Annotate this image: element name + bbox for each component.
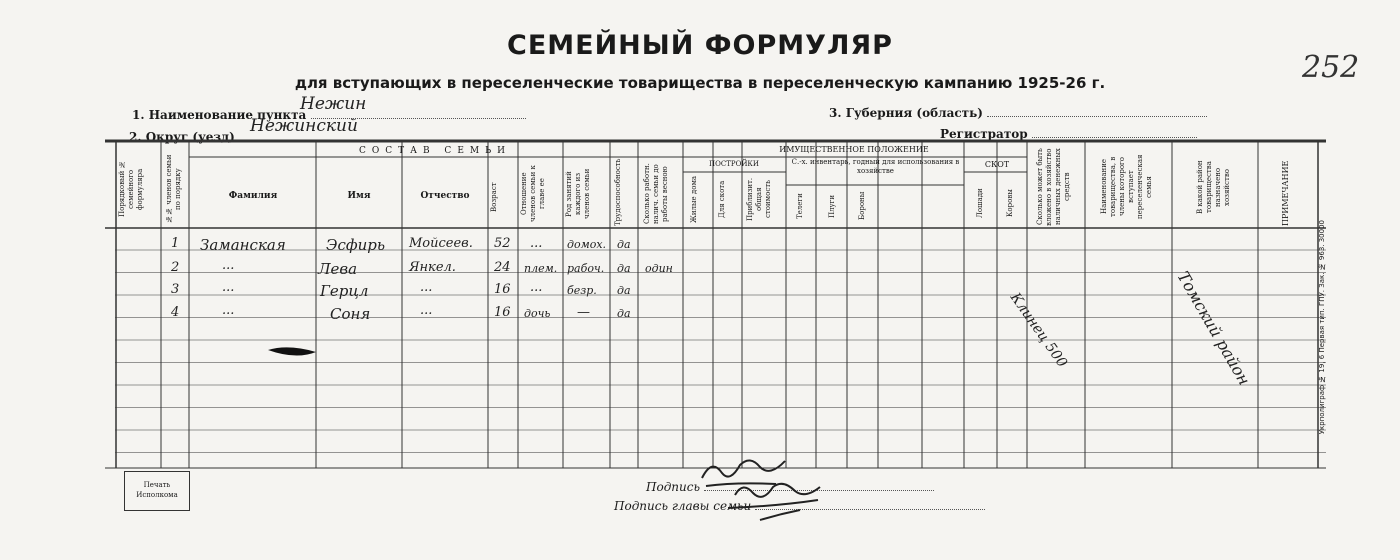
row2-patronymic: Янкел. bbox=[409, 260, 456, 275]
ink-blot bbox=[268, 347, 316, 355]
row4-relation: дочь bbox=[524, 307, 551, 320]
hdr-member-no: №№ членов семьи по порядку bbox=[165, 154, 182, 224]
page-number: 252 bbox=[1302, 50, 1360, 85]
row2-workers: один bbox=[645, 262, 673, 275]
okrug-value: Нежинский bbox=[250, 116, 358, 136]
row4-surname: ... bbox=[222, 303, 235, 318]
hdr-patronymic: Отчество bbox=[420, 191, 470, 201]
hdr-ploughs: Плуги bbox=[828, 194, 836, 218]
row1-surname: Заманская bbox=[200, 236, 286, 254]
sub-buildings-header: ПОСТРОЙКИ bbox=[709, 160, 759, 168]
row1-relation: ... bbox=[530, 236, 543, 251]
printer-imprint: Укрполиграф № 19, 6 Первая тип. ГПУ. Зак. № 963. 30000 bbox=[1318, 220, 1326, 435]
form-title: СЕМЕЙНЫЙ ФОРМУЛЯР bbox=[507, 30, 893, 61]
hdr-ability: Трудоспособность bbox=[614, 158, 622, 226]
hdr-carts: Телеги bbox=[796, 193, 804, 219]
hdr-form-no: Порядковый № семейного формуляра bbox=[118, 160, 144, 218]
hdr-age: Возраст bbox=[490, 182, 498, 212]
hdr-approx-value: Приблизит. общая стоимость bbox=[746, 177, 772, 221]
hdr-partnership: Наименование товарищества, в члены которого вступает переселенческая семья bbox=[1100, 154, 1153, 220]
row2-name: Лева bbox=[318, 260, 358, 278]
sub-livestock-header: СКОТ bbox=[984, 160, 1010, 169]
punkt-label: 1. Наименование пункта bbox=[132, 106, 526, 122]
row2-age: 24 bbox=[494, 260, 511, 275]
okrug-label: 2. Округ (уезд) bbox=[129, 128, 479, 144]
form-subtitle: для вступающих в переселенческие товарищества в переселенческую кампанию 1925-26 г. bbox=[294, 74, 1106, 92]
hdr-surname: Фамилия bbox=[228, 191, 278, 201]
hdr-occupation: Род занятий каждого из членов семьи bbox=[565, 168, 591, 220]
row3-surname: ... bbox=[222, 280, 235, 295]
registrator-label: Регистратор bbox=[940, 125, 1197, 141]
row1-occupation: домох. bbox=[567, 238, 607, 251]
row3-ability: да bbox=[617, 284, 631, 297]
row4-patronymic: ... bbox=[420, 303, 433, 318]
row4-no: 4 bbox=[171, 305, 180, 320]
hdr-houses: Жилые дома bbox=[690, 175, 698, 223]
section-family-header: СОСТАВ СЕМЬИ bbox=[358, 146, 512, 156]
row2-relation: плем. bbox=[524, 262, 558, 275]
row2-occupation: рабоч. bbox=[567, 262, 605, 275]
hdr-harrows: Бороны bbox=[858, 191, 866, 221]
row1-age: 52 bbox=[494, 236, 511, 251]
signature-label: Подпись bbox=[646, 478, 934, 494]
hdr-workers: Сколько работн. налич. семьи до работы весною bbox=[643, 163, 669, 225]
row3-name: Герцл bbox=[320, 282, 369, 300]
row3-patronymic: ... bbox=[420, 280, 433, 295]
punkt-value: Нежин bbox=[300, 94, 367, 114]
row1-patronymic: Мойсеев. bbox=[409, 236, 473, 251]
guberniya-label: 3. Губерния (область) bbox=[829, 104, 1207, 120]
row1-name: Эсфирь bbox=[326, 236, 386, 254]
row4-age: 16 bbox=[494, 305, 511, 320]
signature-1 bbox=[702, 460, 785, 486]
row3-relation: ... bbox=[530, 280, 543, 295]
sub-inventory-header: С.-х. инвентарь, годный для использования в хозяйстве bbox=[791, 158, 960, 175]
row3-no: 3 bbox=[171, 282, 180, 297]
section-property-header: ИМУЩЕСТВЕННОЕ ПОЛОЖЕНИЕ bbox=[779, 145, 929, 154]
row2-surname: ... bbox=[222, 258, 235, 273]
hdr-district: В какой район товарищества назначено хозяйство bbox=[1196, 160, 1231, 214]
hdr-name: Имя bbox=[347, 191, 371, 201]
head-signature-label: Подпись главы семьи bbox=[614, 497, 985, 513]
savings-note: Клинец 500 bbox=[1006, 290, 1071, 371]
hdr-cows: Коровы bbox=[1006, 189, 1014, 217]
district-note: Томский район bbox=[1173, 268, 1255, 389]
row4-occupation: — bbox=[577, 305, 590, 320]
hdr-relation: Отношение членов семьи к главе ее bbox=[520, 165, 546, 223]
hdr-horses: Лошади bbox=[976, 188, 984, 218]
hdr-cattle-sheds: Для скота bbox=[718, 180, 726, 218]
row3-age: 16 bbox=[494, 282, 511, 297]
row2-ability: да bbox=[617, 262, 631, 275]
row4-name: Соня bbox=[330, 305, 371, 323]
signature-2 bbox=[728, 484, 820, 520]
row4-ability: да bbox=[617, 307, 631, 320]
hdr-notes: ПРИМЕЧАНИЕ bbox=[1281, 160, 1290, 226]
row1-ability: да bbox=[617, 238, 631, 251]
stamp-label: Печать Исполкома bbox=[136, 481, 178, 499]
row2-no: 2 bbox=[171, 260, 180, 275]
hdr-savings: Сколько может быть вложено в хозяйство наличных денежных средств bbox=[1036, 148, 1071, 226]
row1-no: 1 bbox=[171, 236, 180, 251]
row3-occupation: безр. bbox=[567, 284, 597, 297]
